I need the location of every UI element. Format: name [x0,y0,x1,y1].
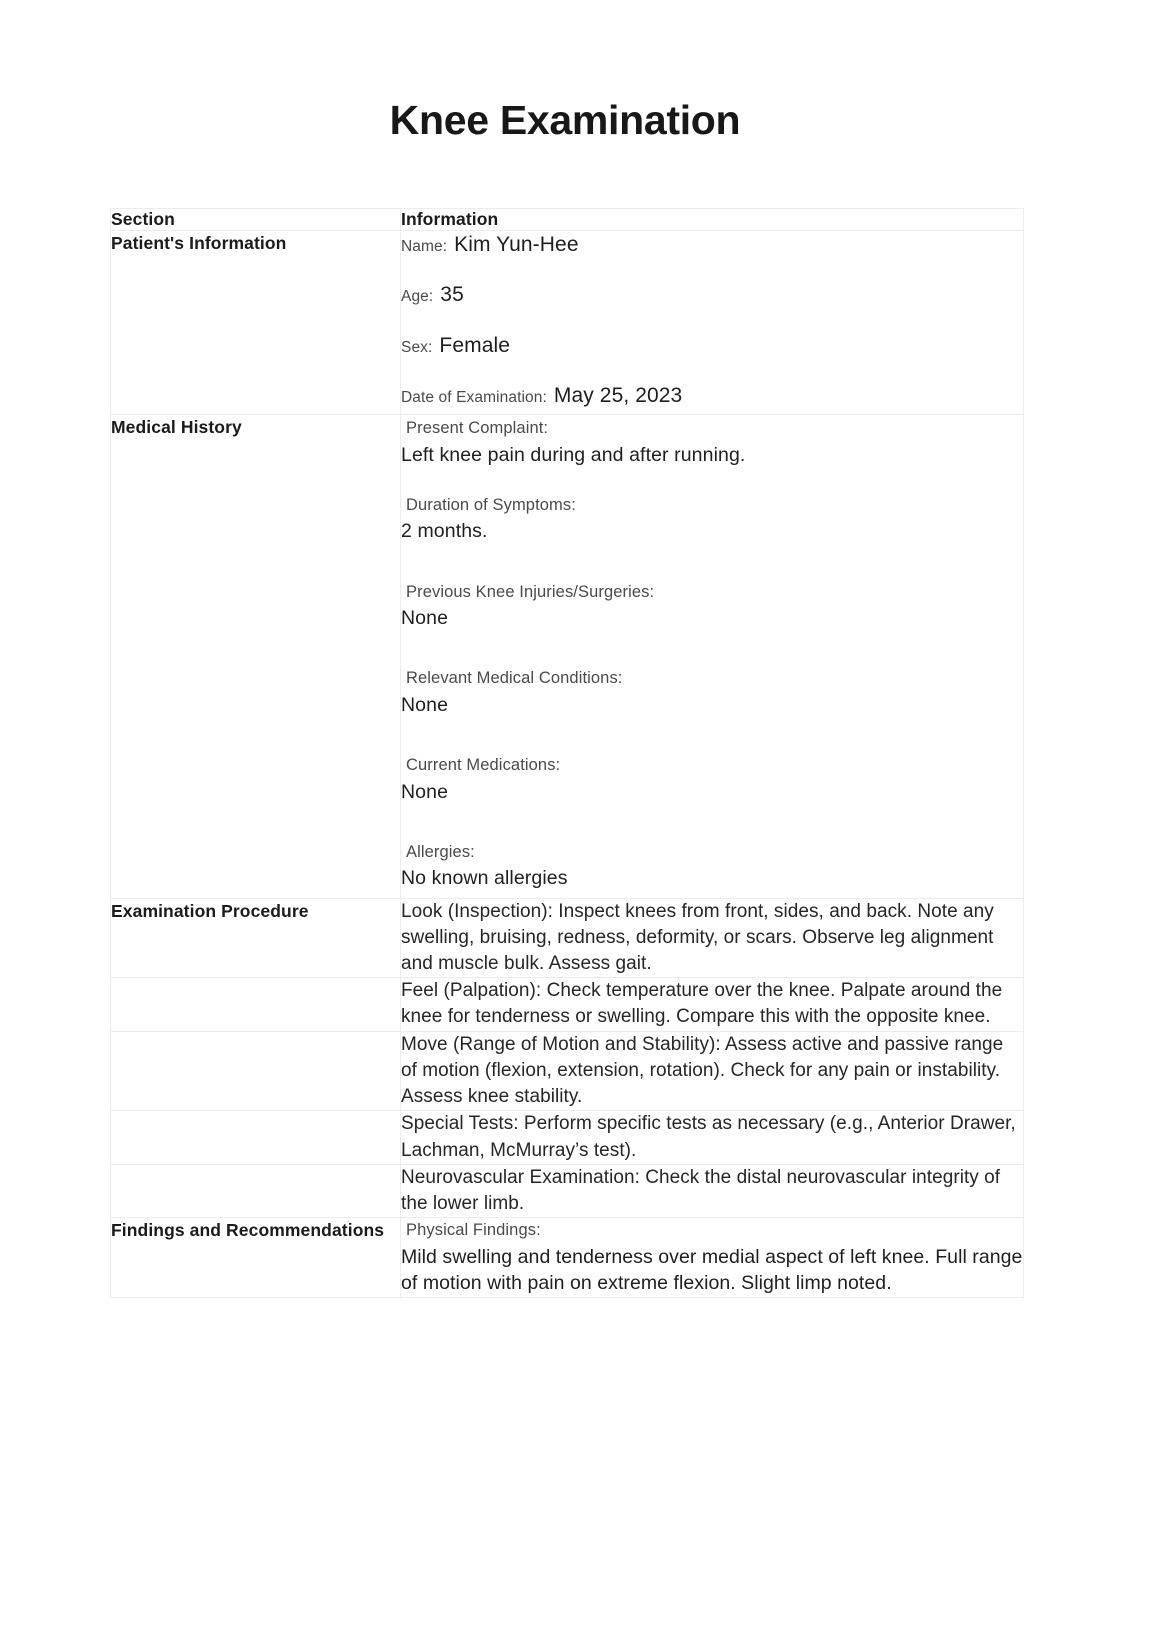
physical-findings-label: Physical Findings: [406,1221,541,1240]
table-row-findings-and-recommendations [111,1218,1024,1298]
present-complaint-value: Left knee pain during and after running. [401,443,746,466]
examination-step-look-text: Look (Inspection): Inspect knees from front, sides, and back. Note any swelling, bruising, redness, deformity, or scars. Observe leg alignment and muscle bulk. Assess gait. [401,900,994,975]
examination-step-look [401,898,1024,978]
examination-step-feel-text: Feel (Palpation): Check temperature over the knee. Palpate around the knee for tenderness or swelling. Compare this with the opposite knee. [401,980,1003,1028]
patient-age-label: Age: [401,288,434,306]
current-medications-label: Current Medications: [406,756,561,775]
table-row-examination-procedure-look [111,898,1024,978]
current-medications-value: None [401,780,449,803]
column-header-information: Information [401,209,1024,231]
patient-field-name [401,231,1023,259]
medical-history-current-medications [401,752,1023,805]
patient-sex-value: Female [439,333,511,357]
section-label-examination-procedure: Examination Procedure [111,898,401,978]
physical-findings-value: Mild swelling and tenderness over medial aspect of left knee. Full range of motion with pain on extreme flexion. Slight limp noted. [401,1245,1023,1295]
section-label-spacer [111,1111,401,1164]
table-row-examination-procedure-neurovascular [111,1164,1024,1217]
examination-step-move-text: Move (Range of Motion and Stability): Assess active and passive range of motion (flexion, extension, rotation). Check for any pain or instability. Assess knee stability. [401,1033,1004,1108]
examination-step-special-tests-text: Special Tests: Perform specific tests as necessary (e.g., Anterior Drawer, Lachman, McMurray’s test). [401,1113,1016,1161]
examination-step-feel [401,978,1024,1031]
page-title: Knee Examination [389,97,741,143]
examination-step-neurovascular [401,1164,1024,1217]
section-label-spacer [111,1031,401,1111]
examination-step-move [401,1031,1024,1111]
table-row-patient-information [111,231,1024,415]
section-label-findings-and-recommendations: Findings and Recommendations [111,1218,401,1298]
medical-history-relevant-conditions [401,665,1023,718]
section-label-spacer [111,1164,401,1217]
table-row-examination-procedure-feel [111,978,1024,1031]
section-label-spacer [111,978,401,1031]
patient-information-content [401,231,1024,415]
column-header-section: Section [111,209,401,231]
table-header-row [111,209,1024,231]
medical-history-duration-of-symptoms [401,492,1023,545]
duration-of-symptoms-label: Duration of Symptoms: [406,496,576,515]
medical-history-previous-injuries [401,579,1023,632]
patient-field-date-of-examination [401,382,1023,410]
examination-step-special-tests [401,1111,1024,1164]
patient-field-age [401,281,1023,309]
medical-history-present-complaint [401,415,1023,468]
table-row-examination-procedure-move [111,1031,1024,1111]
medical-history-allergies [401,839,1023,892]
knee-examination-table [110,208,1024,1298]
relevant-conditions-label: Relevant Medical Conditions: [406,669,623,688]
patient-field-sex [401,332,1023,360]
table-row-medical-history [111,415,1024,898]
table-row-examination-procedure-special-tests [111,1111,1024,1164]
date-of-examination-label: Date of Examination: [401,389,547,407]
findings-content [401,1218,1024,1298]
patient-name-label: Name: [401,238,448,255]
relevant-conditions-value: None [401,693,449,716]
patient-name-value: Kim Yun-Hee [454,233,579,256]
duration-of-symptoms-value: 2 months. [401,520,488,543]
present-complaint-label: Present Complaint: [406,419,549,438]
section-label-medical-history: Medical History [111,415,401,898]
previous-injuries-value: None [401,607,449,630]
section-label-patient-information: Patient's Information [111,231,401,415]
medical-history-content [401,415,1024,898]
previous-injuries-label: Previous Knee Injuries/Surgeries: [406,582,655,601]
allergies-label: Allergies: [406,842,475,861]
patient-age-value: 35 [440,283,464,307]
date-of-examination-value: May 25, 2023 [553,384,683,408]
allergies-value: No known allergies [401,867,568,890]
patient-sex-label: Sex: [401,338,433,356]
examination-step-neurovascular-text: Neurovascular Examination: Check the distal neurovascular integrity of the lower limb. [401,1166,1001,1214]
